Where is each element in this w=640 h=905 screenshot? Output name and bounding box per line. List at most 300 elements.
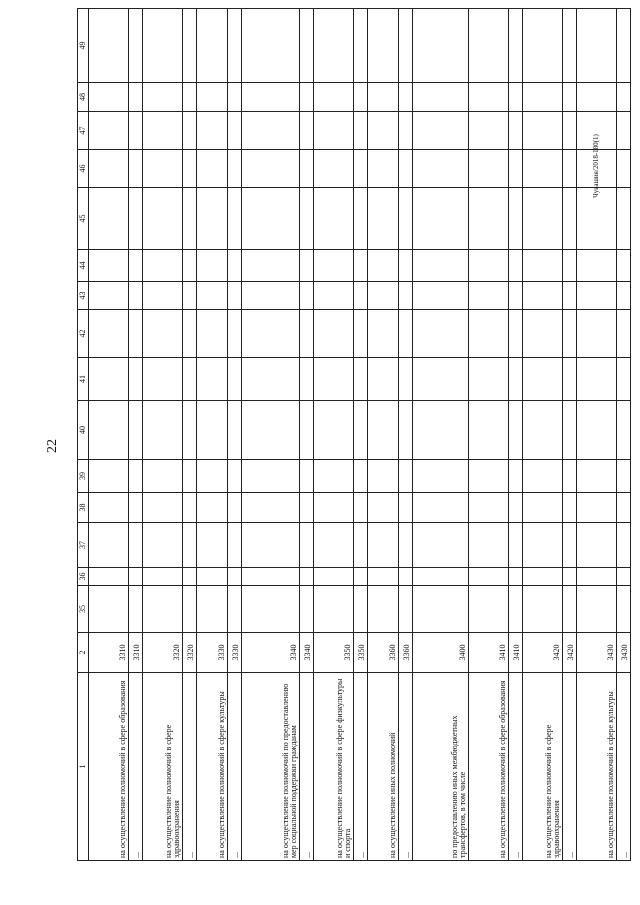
table-row: [617, 9, 631, 861]
empty-cell: [399, 9, 413, 83]
empty-cell: [469, 112, 509, 150]
empty-cell: [183, 282, 197, 310]
row-name: ...: [183, 673, 197, 861]
empty-cell: [523, 282, 563, 310]
empty-cell: [509, 493, 523, 523]
empty-cell: [242, 9, 300, 83]
empty-cell: [143, 523, 183, 568]
empty-cell: [399, 112, 413, 150]
empty-cell: [197, 358, 228, 401]
empty-cell: [509, 568, 523, 586]
empty-cell: [314, 310, 354, 358]
empty-cell: [242, 460, 300, 493]
empty-cell: [314, 83, 354, 112]
empty-cell: [617, 9, 631, 83]
empty-cell: [368, 83, 399, 112]
empty-cell: [129, 282, 143, 310]
empty-cell: [413, 568, 469, 586]
empty-cell: [143, 493, 183, 523]
empty-cell: [577, 150, 617, 188]
empty-cell: [509, 9, 523, 83]
empty-cell: [129, 150, 143, 188]
table-row: [368, 9, 399, 861]
empty-cell: [197, 250, 228, 282]
empty-cell: [563, 112, 577, 150]
empty-cell: [228, 282, 242, 310]
empty-cell: [413, 112, 469, 150]
table-row: [300, 9, 314, 861]
empty-cell: [469, 460, 509, 493]
empty-cell: [143, 150, 183, 188]
empty-cell: [228, 460, 242, 493]
empty-cell: [563, 493, 577, 523]
empty-cell: [143, 188, 183, 250]
empty-cell: [577, 83, 617, 112]
table-row: [314, 9, 354, 861]
empty-cell: [314, 188, 354, 250]
empty-cell: [577, 282, 617, 310]
row-name: ...: [509, 673, 523, 861]
empty-cell: [354, 282, 368, 310]
empty-cell: [563, 150, 577, 188]
column-header: 45: [78, 188, 89, 250]
empty-cell: [413, 493, 469, 523]
empty-cell: [469, 310, 509, 358]
empty-cell: [399, 150, 413, 188]
empty-cell: [228, 523, 242, 568]
empty-cell: [314, 358, 354, 401]
rotated-page: [77, 9, 629, 861]
empty-cell: [413, 358, 469, 401]
empty-cell: [89, 401, 129, 460]
empty-cell: [469, 523, 509, 568]
table-row: [183, 9, 197, 861]
column-header: 47: [78, 112, 89, 150]
empty-cell: [523, 568, 563, 586]
empty-cell: [354, 401, 368, 460]
empty-cell: [89, 250, 129, 282]
empty-cell: [563, 586, 577, 633]
empty-cell: [183, 460, 197, 493]
empty-cell: [314, 523, 354, 568]
empty-cell: [617, 460, 631, 493]
empty-cell: [399, 358, 413, 401]
column-header: 37: [78, 523, 89, 568]
empty-cell: [129, 9, 143, 83]
empty-cell: [617, 568, 631, 586]
empty-cell: [354, 250, 368, 282]
empty-cell: [399, 188, 413, 250]
empty-cell: [399, 568, 413, 586]
empty-cell: [129, 310, 143, 358]
empty-cell: [523, 358, 563, 401]
empty-cell: [242, 523, 300, 568]
empty-cell: [129, 188, 143, 250]
column-header: 36: [78, 568, 89, 586]
empty-cell: [368, 112, 399, 150]
row-name: на осуществление полномочий в сфере физкультуры и спорта: [314, 673, 354, 861]
empty-cell: [413, 310, 469, 358]
empty-cell: [228, 586, 242, 633]
empty-cell: [143, 358, 183, 401]
empty-cell: [399, 250, 413, 282]
row-name: на осуществление полномочий в сфере здравоохранения: [143, 673, 183, 861]
empty-cell: [577, 310, 617, 358]
table-row: [523, 9, 563, 861]
empty-cell: [300, 188, 314, 250]
empty-cell: [242, 112, 300, 150]
empty-cell: [563, 358, 577, 401]
empty-cell: [183, 523, 197, 568]
empty-cell: [228, 358, 242, 401]
empty-cell: [523, 523, 563, 568]
empty-cell: [368, 493, 399, 523]
empty-cell: [300, 83, 314, 112]
empty-cell: [242, 586, 300, 633]
empty-cell: [469, 9, 509, 83]
empty-cell: [469, 568, 509, 586]
empty-cell: [183, 401, 197, 460]
empty-cell: [129, 112, 143, 150]
empty-cell: [314, 112, 354, 150]
empty-cell: [314, 250, 354, 282]
empty-cell: [89, 188, 129, 250]
empty-cell: [368, 358, 399, 401]
empty-cell: [300, 250, 314, 282]
empty-cell: [89, 586, 129, 633]
empty-cell: [523, 250, 563, 282]
empty-cell: [89, 358, 129, 401]
empty-cell: [509, 460, 523, 493]
empty-cell: [469, 188, 509, 250]
empty-cell: [242, 282, 300, 310]
column-header: 40: [78, 401, 89, 460]
empty-cell: [368, 310, 399, 358]
empty-cell: [509, 586, 523, 633]
empty-cell: [89, 310, 129, 358]
row-name: ...: [129, 673, 143, 861]
empty-cell: [242, 188, 300, 250]
empty-cell: [129, 460, 143, 493]
row-code: 3410: [509, 633, 523, 673]
empty-cell: [413, 9, 469, 83]
empty-cell: [413, 188, 469, 250]
empty-cell: [143, 568, 183, 586]
empty-cell: [523, 9, 563, 83]
empty-cell: [143, 112, 183, 150]
row-code: 3400: [413, 633, 469, 673]
row-code: 3420: [523, 633, 563, 673]
empty-cell: [242, 358, 300, 401]
empty-cell: [469, 282, 509, 310]
empty-cell: [228, 250, 242, 282]
row-code: 3330: [228, 633, 242, 673]
empty-cell: [509, 358, 523, 401]
row-name: ...: [617, 673, 631, 861]
empty-cell: [300, 586, 314, 633]
empty-cell: [563, 310, 577, 358]
empty-cell: [197, 83, 228, 112]
empty-cell: [577, 250, 617, 282]
empty-cell: [563, 250, 577, 282]
empty-cell: [183, 250, 197, 282]
empty-cell: [183, 310, 197, 358]
empty-cell: [563, 460, 577, 493]
empty-cell: [197, 9, 228, 83]
empty-cell: [368, 188, 399, 250]
empty-cell: [300, 358, 314, 401]
empty-cell: [509, 188, 523, 250]
table-row: [509, 9, 523, 861]
empty-cell: [509, 310, 523, 358]
empty-cell: [523, 493, 563, 523]
empty-cell: [314, 282, 354, 310]
empty-cell: [617, 83, 631, 112]
row-code: 3350: [354, 633, 368, 673]
empty-cell: [89, 112, 129, 150]
empty-cell: [399, 460, 413, 493]
empty-cell: [300, 460, 314, 493]
empty-cell: [197, 493, 228, 523]
empty-cell: [617, 188, 631, 250]
row-code: 3310: [89, 633, 129, 673]
row-name: на осуществление полномочий в сфере культуры: [197, 673, 228, 861]
empty-cell: [523, 586, 563, 633]
empty-cell: [399, 83, 413, 112]
empty-cell: [577, 188, 617, 250]
empty-cell: [143, 250, 183, 282]
empty-cell: [197, 460, 228, 493]
empty-cell: [413, 586, 469, 633]
empty-cell: [399, 310, 413, 358]
empty-cell: [300, 568, 314, 586]
row-name: ...: [228, 673, 242, 861]
empty-cell: [314, 9, 354, 83]
empty-cell: [523, 112, 563, 150]
empty-cell: [413, 401, 469, 460]
empty-cell: [523, 460, 563, 493]
empty-cell: [228, 9, 242, 83]
column-header: 2: [78, 633, 89, 673]
empty-cell: [300, 282, 314, 310]
row-name: по предоставлению иных межбюджетных трансфертов, в том числе: [413, 673, 469, 861]
empty-cell: [368, 586, 399, 633]
empty-cell: [563, 523, 577, 568]
row-name: ...: [563, 673, 577, 861]
empty-cell: [314, 150, 354, 188]
empty-cell: [143, 282, 183, 310]
data-table: [77, 8, 631, 861]
row-code: 3430: [617, 633, 631, 673]
empty-cell: [183, 493, 197, 523]
empty-cell: [413, 460, 469, 493]
empty-cell: [129, 83, 143, 112]
empty-cell: [368, 401, 399, 460]
column-header: 48: [78, 83, 89, 112]
empty-cell: [183, 150, 197, 188]
empty-cell: [228, 401, 242, 460]
empty-cell: [469, 401, 509, 460]
table-row: [143, 9, 183, 861]
empty-cell: [129, 358, 143, 401]
empty-cell: [197, 310, 228, 358]
row-name: на осуществление полномочий в сфере культуры: [577, 673, 617, 861]
empty-cell: [469, 586, 509, 633]
empty-cell: [228, 83, 242, 112]
empty-cell: [368, 460, 399, 493]
table-row: [228, 9, 242, 861]
empty-cell: [300, 112, 314, 150]
empty-cell: [399, 493, 413, 523]
row-name: на осуществление полномочий в сфере образования: [469, 673, 509, 861]
empty-cell: [413, 282, 469, 310]
empty-cell: [354, 568, 368, 586]
column-header: 46: [78, 150, 89, 188]
empty-cell: [228, 568, 242, 586]
empty-cell: [129, 493, 143, 523]
empty-cell: [89, 523, 129, 568]
row-code: 3420: [563, 633, 577, 673]
empty-cell: [523, 401, 563, 460]
empty-cell: [509, 401, 523, 460]
empty-cell: [399, 282, 413, 310]
empty-cell: [577, 9, 617, 83]
empty-cell: [242, 150, 300, 188]
table-row: [563, 9, 577, 861]
empty-cell: [89, 83, 129, 112]
row-code: 3360: [399, 633, 413, 673]
empty-cell: [577, 358, 617, 401]
row-name: на осуществление полномочий в сфере здравоохранения: [523, 673, 563, 861]
column-header: 39: [78, 460, 89, 493]
empty-cell: [469, 150, 509, 188]
empty-cell: [89, 150, 129, 188]
row-name: ...: [354, 673, 368, 861]
row-name: на осуществление иных полномочий: [368, 673, 399, 861]
empty-cell: [354, 586, 368, 633]
empty-cell: [617, 523, 631, 568]
empty-cell: [469, 358, 509, 401]
empty-cell: [197, 586, 228, 633]
table-row: [399, 9, 413, 861]
empty-cell: [523, 150, 563, 188]
empty-cell: [183, 83, 197, 112]
empty-cell: [183, 586, 197, 633]
empty-cell: [617, 358, 631, 401]
empty-cell: [129, 523, 143, 568]
row-code: 3350: [314, 633, 354, 673]
empty-cell: [617, 493, 631, 523]
empty-cell: [413, 250, 469, 282]
row-code: 3430: [577, 633, 617, 673]
empty-cell: [617, 112, 631, 150]
empty-cell: [197, 112, 228, 150]
row-code: 3310: [129, 633, 143, 673]
empty-cell: [413, 150, 469, 188]
empty-cell: [183, 9, 197, 83]
empty-cell: [563, 282, 577, 310]
table-row: [129, 9, 143, 861]
empty-cell: [197, 523, 228, 568]
empty-cell: [354, 9, 368, 83]
row-name: на осуществление полномочий в сфере образования: [89, 673, 129, 861]
empty-cell: [129, 250, 143, 282]
page-number: 22: [45, 439, 60, 453]
empty-cell: [617, 282, 631, 310]
empty-cell: [242, 401, 300, 460]
empty-cell: [577, 112, 617, 150]
empty-cell: [300, 310, 314, 358]
table-row: [89, 9, 129, 861]
empty-cell: [89, 9, 129, 83]
table-row: [413, 9, 469, 861]
row-code: 3340: [300, 633, 314, 673]
empty-cell: [129, 568, 143, 586]
empty-cell: [509, 282, 523, 310]
empty-cell: [228, 150, 242, 188]
empty-cell: [300, 493, 314, 523]
empty-cell: [368, 150, 399, 188]
empty-cell: [129, 586, 143, 633]
empty-cell: [368, 523, 399, 568]
empty-cell: [300, 150, 314, 188]
empty-cell: [617, 401, 631, 460]
empty-cell: [197, 401, 228, 460]
empty-cell: [577, 401, 617, 460]
empty-cell: [197, 188, 228, 250]
column-header: 42: [78, 310, 89, 358]
empty-cell: [183, 568, 197, 586]
empty-cell: [197, 568, 228, 586]
empty-cell: [228, 310, 242, 358]
empty-cell: [197, 282, 228, 310]
empty-cell: [399, 586, 413, 633]
column-header: 49: [78, 9, 89, 83]
empty-cell: [413, 523, 469, 568]
empty-cell: [368, 568, 399, 586]
empty-cell: [563, 9, 577, 83]
empty-cell: [617, 586, 631, 633]
empty-cell: [228, 188, 242, 250]
empty-cell: [314, 586, 354, 633]
empty-cell: [469, 493, 509, 523]
empty-cell: [89, 568, 129, 586]
empty-cell: [143, 9, 183, 83]
empty-cell: [228, 493, 242, 523]
empty-cell: [523, 310, 563, 358]
empty-cell: [577, 586, 617, 633]
empty-cell: [300, 9, 314, 83]
empty-cell: [354, 150, 368, 188]
column-header: 38: [78, 493, 89, 523]
empty-cell: [354, 523, 368, 568]
row-code: 3360: [368, 633, 399, 673]
empty-cell: [143, 83, 183, 112]
empty-cell: [354, 493, 368, 523]
empty-cell: [563, 401, 577, 460]
empty-cell: [242, 310, 300, 358]
table-row: [469, 9, 509, 861]
empty-cell: [617, 310, 631, 358]
empty-cell: [509, 150, 523, 188]
empty-cell: [563, 83, 577, 112]
empty-cell: [577, 523, 617, 568]
empty-cell: [314, 493, 354, 523]
row-code: 3340: [242, 633, 300, 673]
empty-cell: [314, 568, 354, 586]
empty-cell: [354, 188, 368, 250]
empty-cell: [89, 493, 129, 523]
